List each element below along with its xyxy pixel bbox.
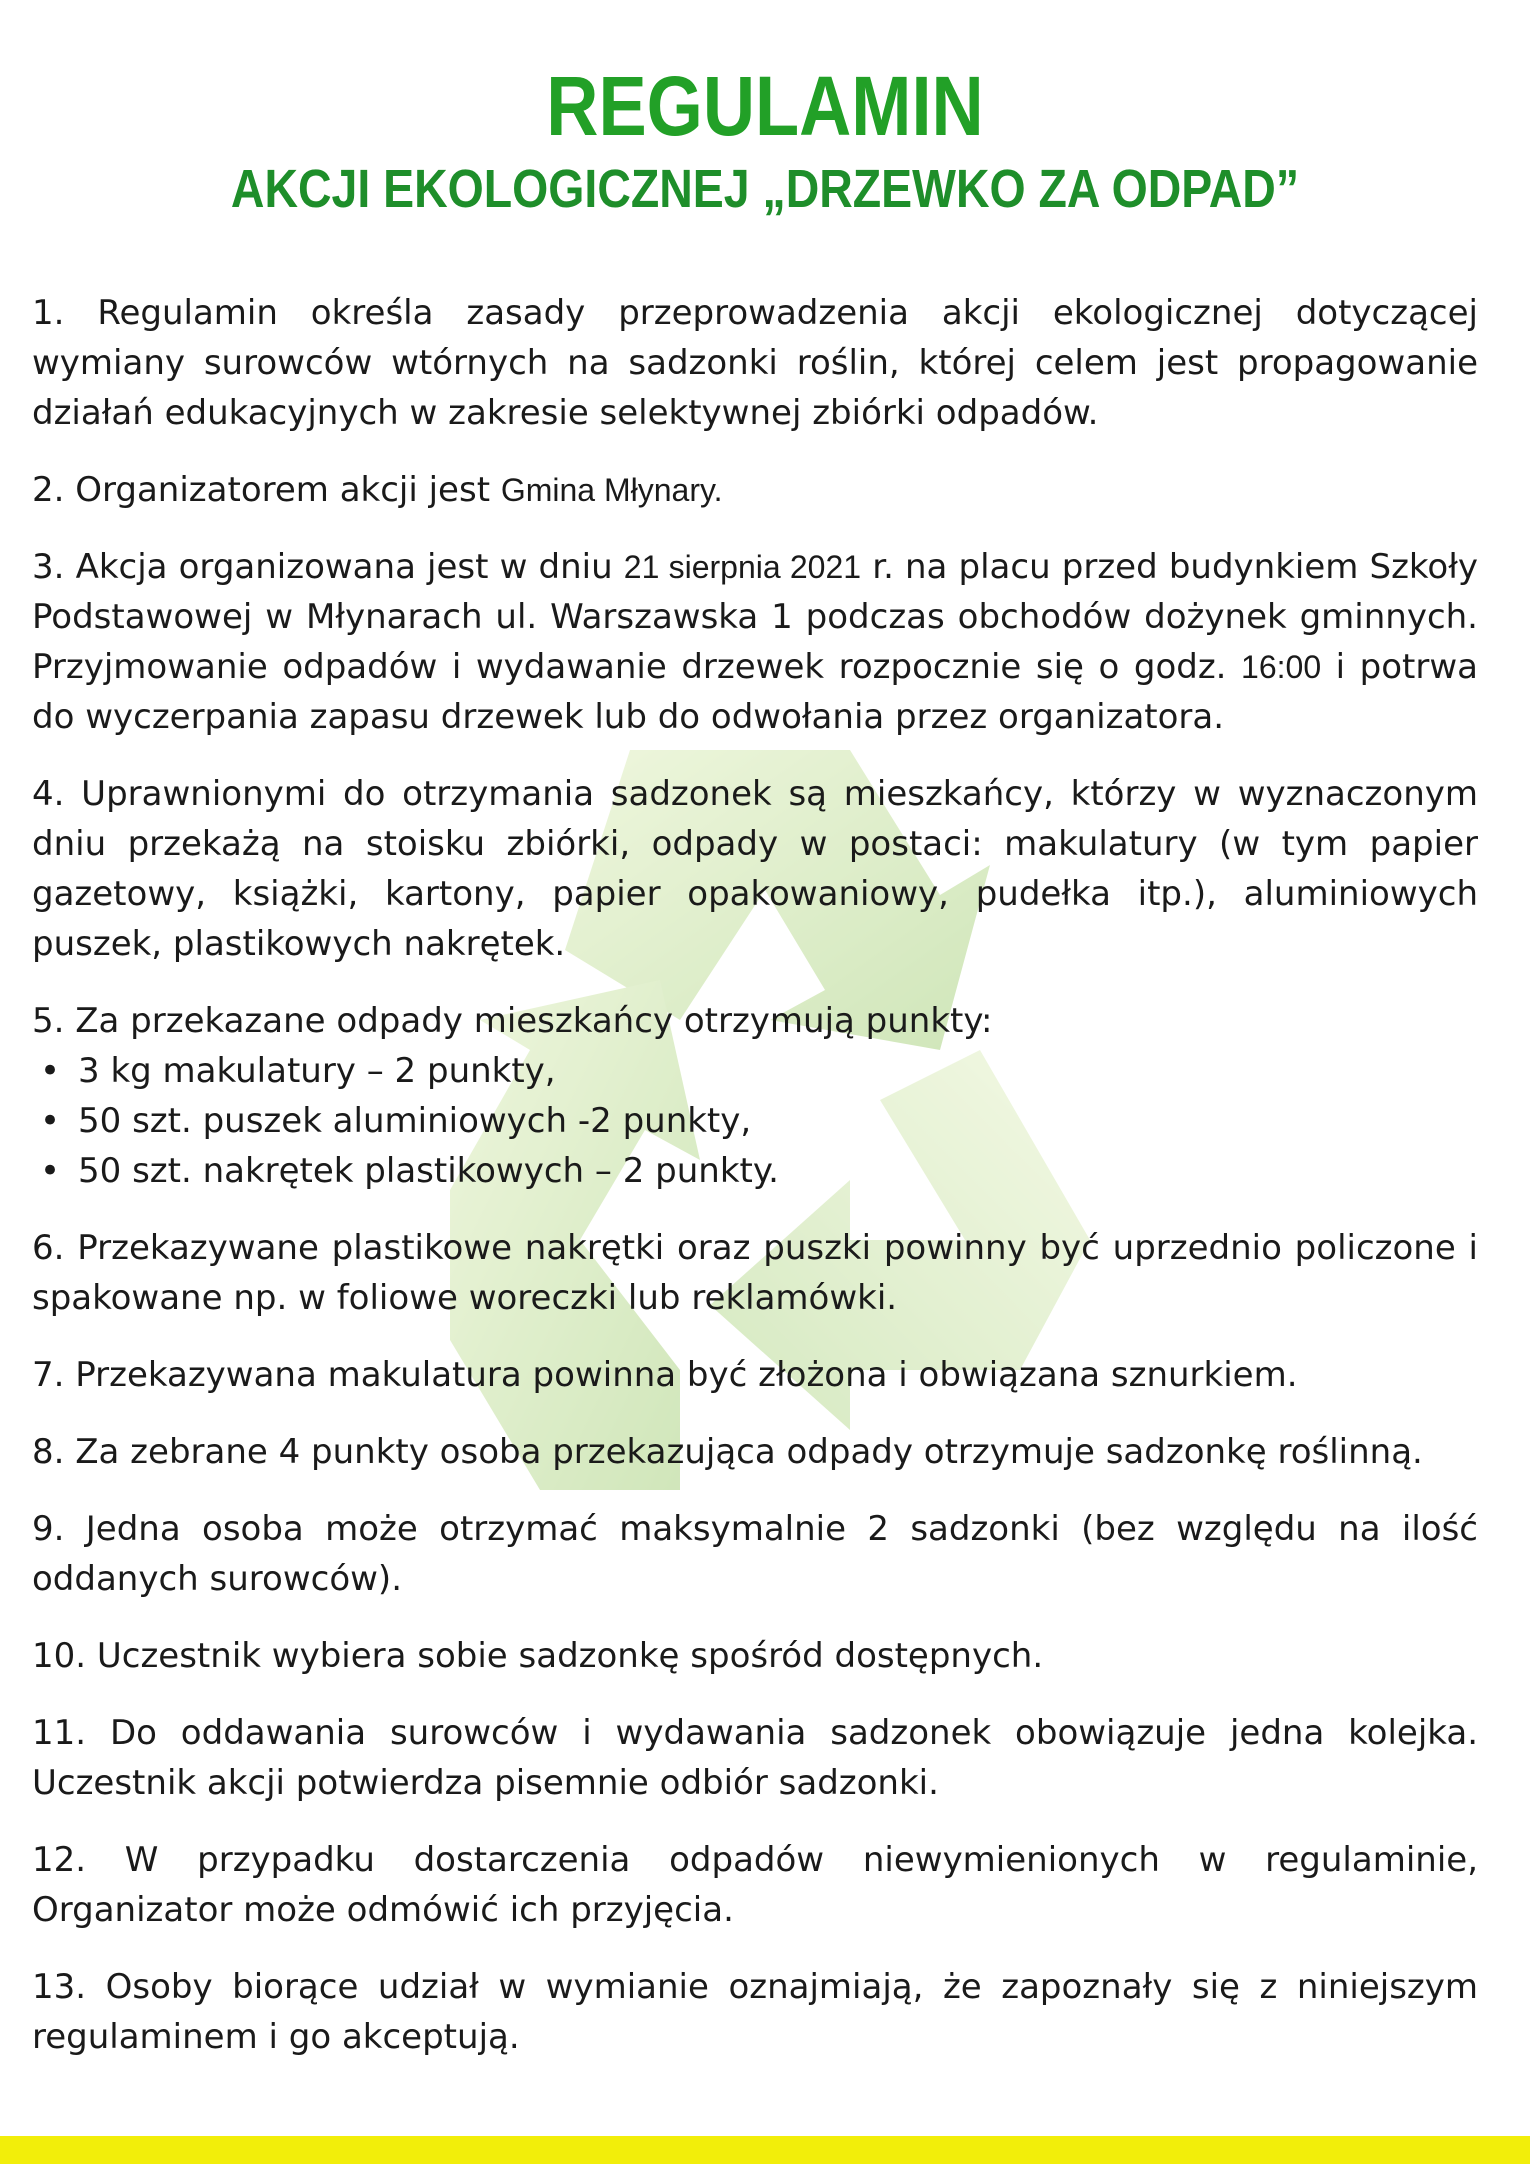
rule-2 [32, 465, 1478, 515]
list-item: • 50 szt. puszek aluminiowych -2 punkty, [32, 1096, 1478, 1146]
rule-5-text: 5. Za przekazane odpady mieszkańcy otrzymują punkty: [32, 1001, 993, 1041]
rule-5 [32, 996, 1478, 1196]
rule-3-prefix: 3. Akcja organizowana jest w dniu [32, 547, 624, 587]
header [0, 58, 1530, 224]
event-minutes: :00 [1276, 649, 1322, 685]
rule-2-text: 2. Organizatorem akcji jest [32, 470, 501, 510]
page-subtitle: AKCJI EKOLOGICZNEJ „DRZEWKO ZA ODPAD” [230, 159, 1300, 219]
list-item: • 3 kg makulatury – 2 punkty, [32, 1046, 1478, 1096]
page-title: REGULAMIN [546, 59, 984, 153]
rule-3-suffix: i potrwa do wyczerpania zapasu drzewek lub do odwołania przez organizatora. [32, 647, 1478, 737]
bottom-bar [0, 2136, 1530, 2164]
points-list [32, 1046, 1478, 1196]
rule-9: 9. Jedna osoba może otrzymać maksymalnie 2 sadzonki (bez względu na ilość oddanych surowców). [32, 1509, 1478, 1599]
rule-3-middle: r. na placu przed budynkiem Szkoły Podstawowej w Młynarach ul. Warszawska 1 podczas obchodów dożynek gminnych. Przyjmowanie odpadów i wydawanie drzewek rozpocznie się o godz. [32, 547, 1478, 687]
bullet-icon: • [40, 1101, 61, 1141]
rules-list [32, 288, 1478, 2089]
rule-6: 6. Przekazywane plastikowe nakrętki oraz puszki powinny być uprzednio policzone i spakowane np. w foliowe woreczki lub reklamówki. [32, 1228, 1478, 1318]
rule-11: 11. Do oddawania surowców i wydawania sadzonek obowiązuje jedna kolejka. Uczestnik akcji potwierdza pisemnie odbiór sadzonki. [32, 1713, 1478, 1803]
bullet-icon: • [40, 1151, 61, 1191]
rule-13: 13. Osoby biorące udział w wymianie oznajmiają, że zapoznały się z niniejszym regulaminem i go akceptują. [32, 1967, 1478, 2057]
rule-8: 8. Za zebrane 4 punkty osoba przekazująca odpady otrzymuje sadzonkę roślinną. [32, 1432, 1423, 1472]
rule-4: 4. Uprawnionymi do otrzymania sadzonek są mieszkańcy, którzy w wyznaczonym dniu przekażą na stoisku zbiórki, odpady w postaci: makulatury (w tym papier gazetowy, książki, kartony, papier opakowaniowy, pudełka itp.), aluminiowych puszek, plastikowych nakrętek. [32, 774, 1478, 964]
event-hour: 16 [1241, 649, 1277, 685]
event-date: 21 sierpnia 2021 [623, 549, 862, 585]
rule-10: 10. Uczestnik wybiera sobie sadzonkę spośród dostępnych. [32, 1636, 1044, 1676]
rule-1: 1. Regulamin określa zasady przeprowadzenia akcji ekologicznej dotyczącej wymiany surowców wtórnych na sadzonki roślin, której celem jest propagowanie działań edukacyjnych w zakresie selektywnej zbiórki odpadów. [32, 293, 1478, 433]
rule-7: 7. Przekazywana makulatura powinna być złożona i obwiązana sznurkiem. [32, 1355, 1298, 1395]
organizer-name: Gmina Młynary. [500, 472, 723, 508]
rule-12: 12. W przypadku dostarczenia odpadów niewymienionych w regulaminie, Organizator może odmówić ich przyjęcia. [32, 1840, 1478, 1930]
list-item: • 50 szt. nakrętek plastikowych – 2 punkty. [32, 1146, 1478, 1196]
rule-3 [32, 542, 1478, 742]
bullet-icon: • [40, 1051, 61, 1091]
